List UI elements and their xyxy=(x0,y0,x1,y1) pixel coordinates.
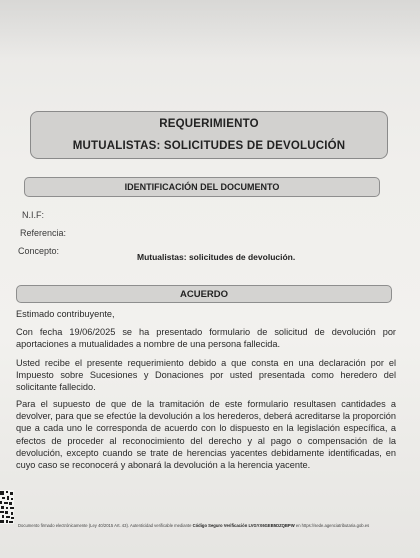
footer-link[interactable]: en https://sede.agenciatributaria.gob.es xyxy=(295,523,370,528)
identification-heading: IDENTIFICACIÓN DEL DOCUMENTO xyxy=(24,177,380,197)
greeting: Estimado contribuyente, xyxy=(16,309,115,319)
document-subtitle: MUTUALISTAS: SOLICITUDES DE DEVOLUCIÓN xyxy=(72,140,346,152)
document-title: REQUERIMIENTO xyxy=(159,118,259,130)
footer-text-before: Documento firmado electrónicamente (Ley 40/2015 Art. 43). Autenticidad verificable mediante xyxy=(18,523,192,528)
paragraph-1: Con fecha 19/06/2025 se ha presentado formulario de solicitud de devolución por aportaciones a mutualidades a nombre de una persona fallecida. xyxy=(16,327,396,350)
footer-code-label: Código Seguro Verificación xyxy=(192,523,248,528)
verification-footer xyxy=(18,523,420,528)
qr-code-icon xyxy=(0,490,14,524)
referencia-label: Referencia: xyxy=(20,228,67,238)
concepto-label: Concepto: xyxy=(18,246,60,256)
paragraph-3: Para el supuesto de que de la tramitación de este formulario resultasen cantidades a devolver, para que se efectúe la devolución a los herederos, deberá acreditarse la proporción que a cada uno le corresponda de acuerdo con lo dispuesto en la legislación específica, a efectos de proceder al reconocimiento del derecho y al pago o compensación de la devolución, excepto cuando se trate de herencias yacentes debidamente identificadas, en cuyo caso se reconocerá y abonará la devolución a la herencia yacente. xyxy=(16,399,396,471)
footer-code: LVGYX6GEB5DZQBPW xyxy=(248,523,295,528)
agreement-heading: ACUERDO xyxy=(16,285,392,303)
concepto-value: Mutualistas: solicitudes de devolución. xyxy=(137,252,296,262)
nif-label: N.I.F: xyxy=(22,210,44,220)
paragraph-2: Usted recibe el presente requerimiento debido a que consta en una declaración por el Impuesto sobre Sucesiones y Donaciones por usted presentada como heredero del solicitante fallecido. xyxy=(16,358,396,393)
document-title-box xyxy=(30,111,388,159)
page-shadow xyxy=(0,0,420,60)
